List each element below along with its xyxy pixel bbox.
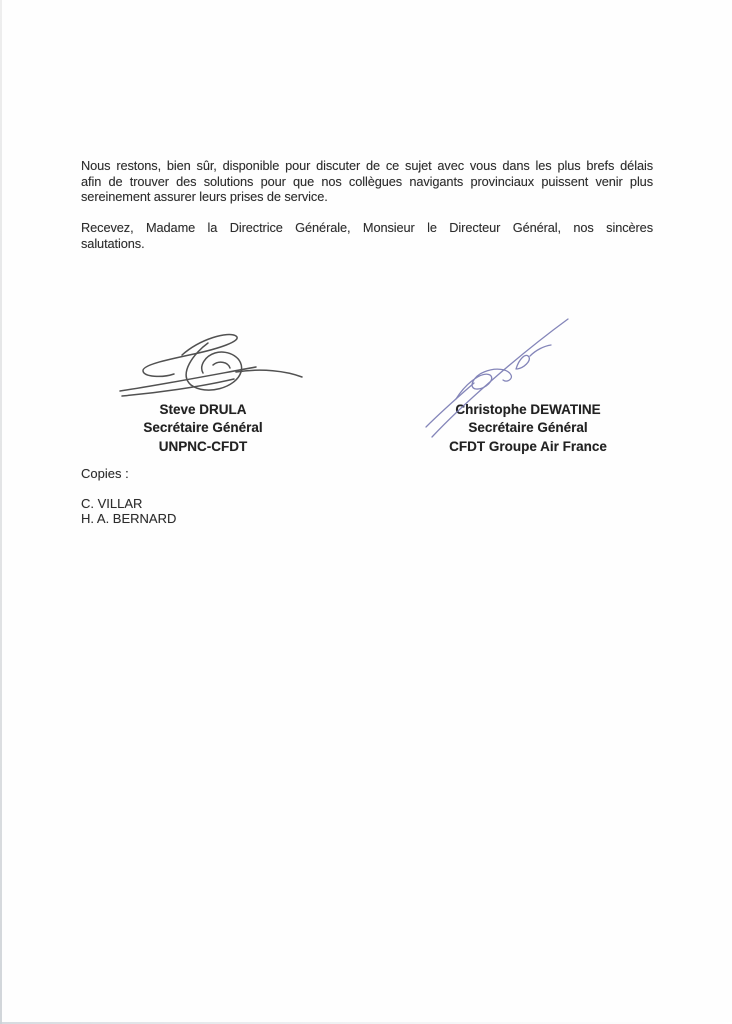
signatory-organization: UNPNC-CFDT xyxy=(158,438,248,454)
signatory-title: Secrétaire Général xyxy=(143,420,263,436)
signatory-name: Steve DRULA xyxy=(159,402,247,417)
body-paragraph-availability xyxy=(81,158,653,205)
copy-recipient: C. VILLAR xyxy=(81,496,143,511)
copy-recipient: H. A. BERNARD xyxy=(81,511,177,527)
signatory-name: Christophe DEWATINE xyxy=(455,402,601,417)
paragraph-line: sereinement assurer leurs prises de service. xyxy=(81,189,328,204)
signatory-organization: CFDT Groupe Air France xyxy=(449,438,607,454)
paragraph-line: Recevez, Madame la Directrice Générale, Monsieur le Directeur Général, nos sincères xyxy=(81,220,653,235)
signatory-block-left xyxy=(103,401,303,456)
paragraph-line: salutations. xyxy=(81,235,145,251)
paragraph-line: Nous restons, bien sûr, disponible pour discuter de ce sujet avec vous dans les plus brefs délais xyxy=(81,158,653,173)
scan-edge-left xyxy=(0,0,2,1024)
signatory-title: Secrétaire Général xyxy=(468,420,588,436)
copies-label: Copies : xyxy=(81,466,129,481)
signature-steve-drula-ink xyxy=(116,327,308,401)
paragraph-line: afin de trouver des solutions pour que nos collègues navigants provinciaux puissent venir plus xyxy=(81,173,653,189)
signature-christophe-dewatine-ink xyxy=(424,313,574,440)
copies-list xyxy=(81,496,176,526)
body-paragraph-salutation xyxy=(81,220,653,251)
